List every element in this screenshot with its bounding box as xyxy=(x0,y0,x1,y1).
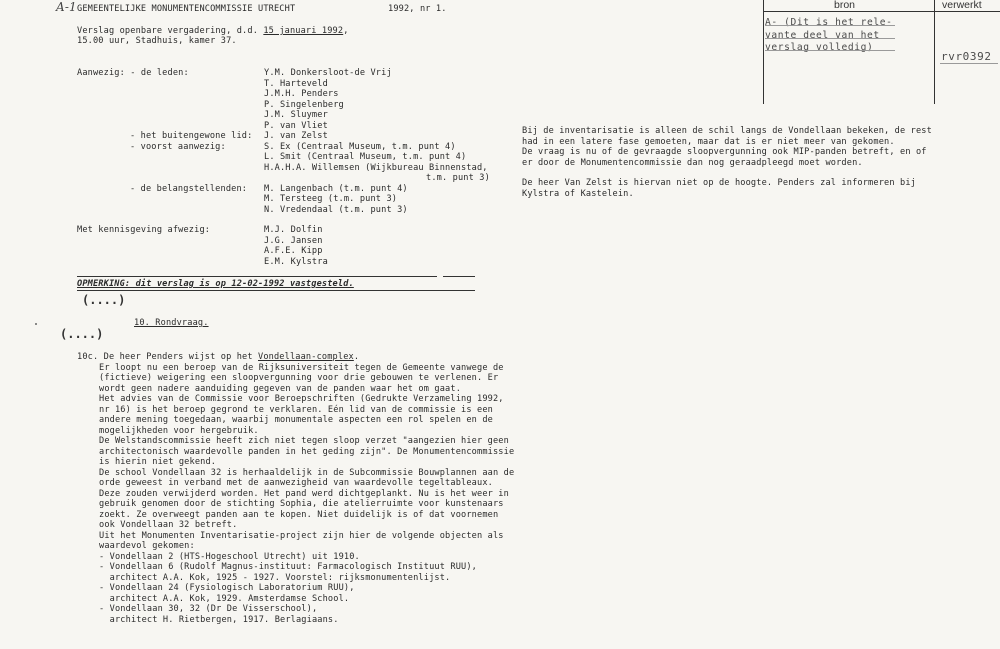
report-ref: 1992, nr 1. xyxy=(388,4,447,14)
body-line: architect A.A. Kok, 1929. Amsterdamse School. xyxy=(99,593,350,604)
stamp-left-border xyxy=(763,0,764,104)
speck xyxy=(35,323,37,325)
stamp-note-line: verslag volledig) xyxy=(765,42,874,53)
stamp-note-underline xyxy=(765,50,895,51)
absent-item: J.G. Jansen xyxy=(264,235,323,246)
page-mark: A-1 xyxy=(56,0,77,14)
body-line: (fictieve) weigering een sloopvergunning voor drie gebouwen te verlenen. Er xyxy=(99,373,499,383)
body-line: nr 16) is het beroep gegrond te verklaren. Eén lid van de commissie is een xyxy=(99,404,493,415)
right-line: De heer Van Zelst is hiervan niet op de hoogte. Penders zal informeren bij xyxy=(522,178,916,188)
body-line: Deze zouden verwijderd worden. Het pand werd dichtgeplankt. Nu is het weer in xyxy=(99,488,509,499)
body-line: Er loopt nu een beroep van de Rijksuniversiteit tegen de Gemeente vanwege de xyxy=(99,362,504,373)
stamp-code-underline xyxy=(940,63,998,64)
body-line: gebruik genomen door de stichting Sophia, die atelierruimte voor kunstenaars xyxy=(99,499,504,509)
member-name: T. Harteveld xyxy=(264,78,328,89)
remark-underline xyxy=(77,290,475,291)
body-line: architectonisch waardevolle panden in het geding zijn". De Monumentencommissie xyxy=(99,446,515,457)
body-line: Het advies van de Commissie voor Beroepschriften (Gedrukte Verzameling 1992, xyxy=(99,394,504,404)
body-line: orde geweest in verband met de aanwezigheid van waardevolle tegeltableaux. xyxy=(99,478,493,488)
also-present-item: t.m. punt 3) xyxy=(426,173,490,183)
meeting-time-place: 15.00 uur, Stadhuis, kamer 37. xyxy=(77,36,237,46)
body-line: andere mening toegedaan, waarbij monumentale aspecten een rol spelen en de xyxy=(99,415,493,425)
body-line: architect A.A. Kok, 1925 - 1927. Voorstel: rijksmonumentenlijst. xyxy=(99,572,451,583)
body-line: mogelijkheden voor hergebruik. xyxy=(99,425,259,436)
body-line: - Vondellaan 6 (Rudolf Magnus-instituut: Farmacologisch Instituut RUU), xyxy=(99,562,477,572)
member-name: Y.M. Donkersloot-de Vrij xyxy=(264,68,392,78)
stakeholders-label: - de belangstellenden: xyxy=(130,183,248,194)
right-line: had in een latere fase gemoeten, maar dat is er niet meer van gekomen. xyxy=(522,136,895,147)
meeting-date: 15 januari 1992 xyxy=(263,26,344,36)
stakeholder-item: N. Vredendaal (t.m. punt 3) xyxy=(264,204,408,215)
remark-rule-short xyxy=(443,276,475,277)
vondellaan-link: Vondellaan-complex xyxy=(258,352,354,362)
stamp-note-line: A- (Dit is het rele- xyxy=(765,17,893,28)
absent-item: M.J. Dolfin xyxy=(264,225,323,235)
body-line: - Vondellaan 30, 32 (Dr De Visserschool), xyxy=(99,604,318,614)
also-present-item: H.A.H.A. Willemsen (Wijkbureau Binnenstad, xyxy=(264,162,488,173)
body-line: wordt geen nadere aanduiding gegeven van de panden waar het om gaat. xyxy=(99,383,462,394)
item-10c-heading: 10c. De heer Penders wijst op het Vondellaan-complex. xyxy=(77,352,360,362)
stamp-divider xyxy=(934,0,935,104)
body-line: - Vondellaan 2 (HTS-Hogeschool Utrecht) uit 1910. xyxy=(99,551,360,562)
also-present-item: L. Smit (Centraal Museum, t.m. punt 4) xyxy=(264,152,467,162)
stamp-code: rvr0392 xyxy=(941,50,992,63)
stakeholder-item: M. Tersteeg (t.m. punt 3) xyxy=(264,194,398,204)
body-line: waardevol gekomen: xyxy=(99,541,195,551)
omission-mark: (....) xyxy=(60,327,104,341)
absent-item: E.M. Kylstra xyxy=(264,256,328,267)
body-line: ook Vondellaan 32 betreft. xyxy=(99,520,238,530)
member-name: J.M. Sluymer xyxy=(264,110,328,120)
stamp-note-underline xyxy=(765,25,895,26)
stamp-col-verwerkt: verwerkt xyxy=(942,0,982,11)
body-line: - Vondellaan 24 (Fysiologisch Laboratorium RUU), xyxy=(99,583,355,593)
right-line: Bij de inventarisatie is alleen de schil langs de Vondellaan bekeken, de rest xyxy=(522,126,932,136)
body-line: De Welstandscommissie heeft zich niet tegen sloop verzet "aangezien hier geen xyxy=(99,436,509,446)
body-line: Uit het Monumenten Inventarisatie-project zijn hier de volgende objecten als xyxy=(99,530,504,541)
body-line: De school Vondellaan 32 is herhaaldelijk in de Subcommissie Bouwplannen aan de xyxy=(99,467,515,478)
right-line: De vraag is nu of de gevraagde sloopvergunning ook MIP-panden betreft, en of xyxy=(522,147,927,157)
member-name: J.M.H. Penders xyxy=(264,89,339,99)
omission-mark: (....) xyxy=(82,293,126,307)
right-line: er door de Monumentencommissie dan nog geraadpleegd moet worden. xyxy=(522,157,863,168)
stakeholder-item: M. Langenbach (t.m. punt 4) xyxy=(264,183,408,194)
stamp-note-line: vante deel van het xyxy=(765,29,880,41)
remark-text: OPMERKING: dit verslag is op 12-02-1992 vastgesteld. xyxy=(77,279,354,289)
remark-rule xyxy=(77,276,437,277)
section-title: 10. Rondvraag. xyxy=(134,318,209,328)
member-name: P. Singelenberg xyxy=(264,99,344,110)
extraordinary-member: J. van Zelst xyxy=(264,131,328,141)
absent-item: A.F.E. Kipp xyxy=(264,246,323,256)
org-name: GEMEENTELIJKE MONUMENTENCOMMISSIE UTRECHT xyxy=(77,4,296,14)
also-present-item: S. Ex (Centraal Museum, t.m. punt 4) xyxy=(264,141,456,152)
stamp-header-rule xyxy=(763,11,1000,12)
body-line: zoekt. Ze overweegt panden aan te kopen. Niet duidelijk is of dat voornemen xyxy=(99,509,499,520)
absent-label: Met kennisgeving afwezig: xyxy=(77,225,211,235)
also-present-label: - voorst aanwezig: xyxy=(130,141,226,152)
right-line: Kylstra of Kastelein. xyxy=(522,188,634,199)
stamp-note-underline xyxy=(765,38,895,39)
extraordinary-label: - het buitengewone lid: xyxy=(130,131,253,141)
body-line: architect H. Rietbergen, 1917. Berlagiaans. xyxy=(99,614,339,625)
present-label: Aanwezig: - de leden: xyxy=(77,68,189,78)
stamp-col-bron: bron xyxy=(834,0,856,11)
member-name: P. van Vliet xyxy=(264,120,328,131)
meeting-line: Verslag openbare vergadering, d.d. 15 januari 1992, xyxy=(77,26,349,36)
body-line: is hierin niet gekend. xyxy=(99,457,217,467)
